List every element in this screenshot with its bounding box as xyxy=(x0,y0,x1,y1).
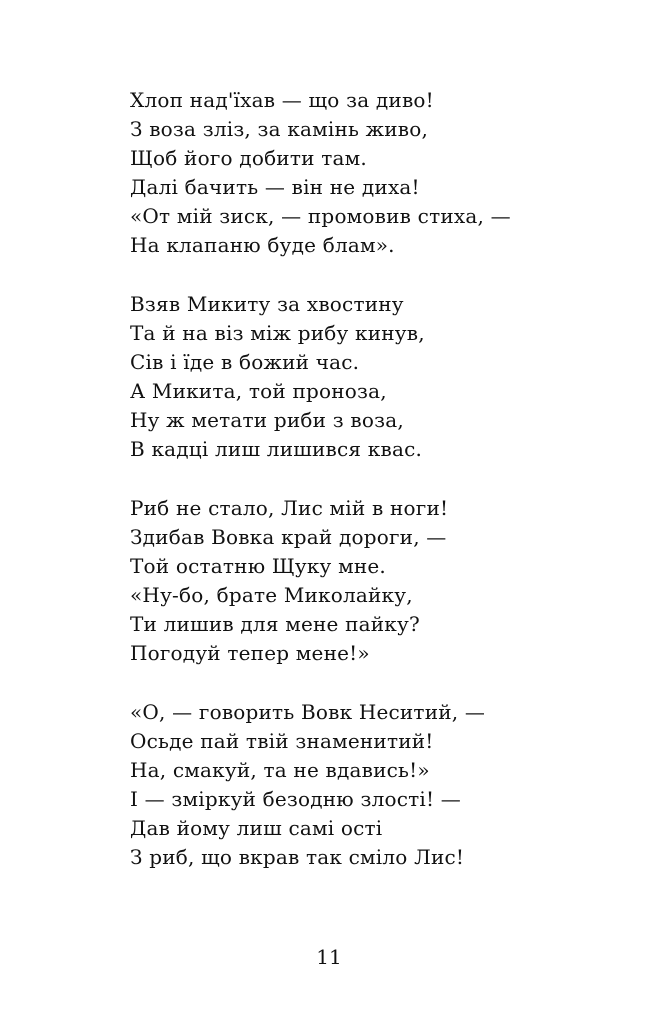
poem-line: І — зміркуй безодню злості! — xyxy=(130,787,461,811)
page-number: 11 xyxy=(316,945,342,969)
poem-line: На клапаню буде блам». xyxy=(130,233,395,257)
poem-line: Та й на віз між рибу кинув, xyxy=(130,321,425,345)
poem-line: Ну ж метати риби з воза, xyxy=(130,408,404,432)
poem-line: «От мій зиск, — промовив стиха, — xyxy=(130,204,511,228)
poem-line: «Ну-бо, брате Миколайку, xyxy=(130,583,413,607)
poem-line: Далі бачить — він не диха! xyxy=(130,175,420,199)
poem-line: Хлоп над'їхав — що за диво! xyxy=(130,88,434,112)
poem-line: Ти лишив для мене пайку? xyxy=(130,612,420,636)
poem-line: «О, — говорить Вовк Неситий, — xyxy=(130,700,486,724)
poem-line: Здибав Вовка край дороги, — xyxy=(130,525,447,549)
poem-line: Щоб його добити там. xyxy=(130,146,367,170)
poem-text xyxy=(130,86,630,902)
poem-line: Осьде пай твій знаменитий! xyxy=(130,729,434,753)
poem-line: Сів і їде в божий час. xyxy=(130,350,360,374)
poem-line: А Микита, той проноза, xyxy=(130,379,387,403)
poem-line: Взяв Микиту за хвостину xyxy=(130,292,404,316)
poem-line: Дав йому лиш самі ості xyxy=(130,816,383,840)
poem-line: Погодуй тепер мене!» xyxy=(130,641,370,665)
poem-line: В кадці лиш лишився квас. xyxy=(130,437,423,461)
poem-line: З воза зліз, за камінь живо, xyxy=(130,117,429,141)
stanza-2 xyxy=(130,290,630,464)
stanza-4 xyxy=(130,698,630,872)
stanza-3 xyxy=(130,494,630,668)
poem-line: З риб, що вкрав так сміло Лис! xyxy=(130,845,465,869)
poem-line: На, смакуй, та не вдавись!» xyxy=(130,758,430,782)
poem-line: Риб не стало, Лис мій в ноги! xyxy=(130,496,449,520)
stanza-1 xyxy=(130,86,630,260)
poem-line: Той остатню Щуку мне. xyxy=(130,554,386,578)
